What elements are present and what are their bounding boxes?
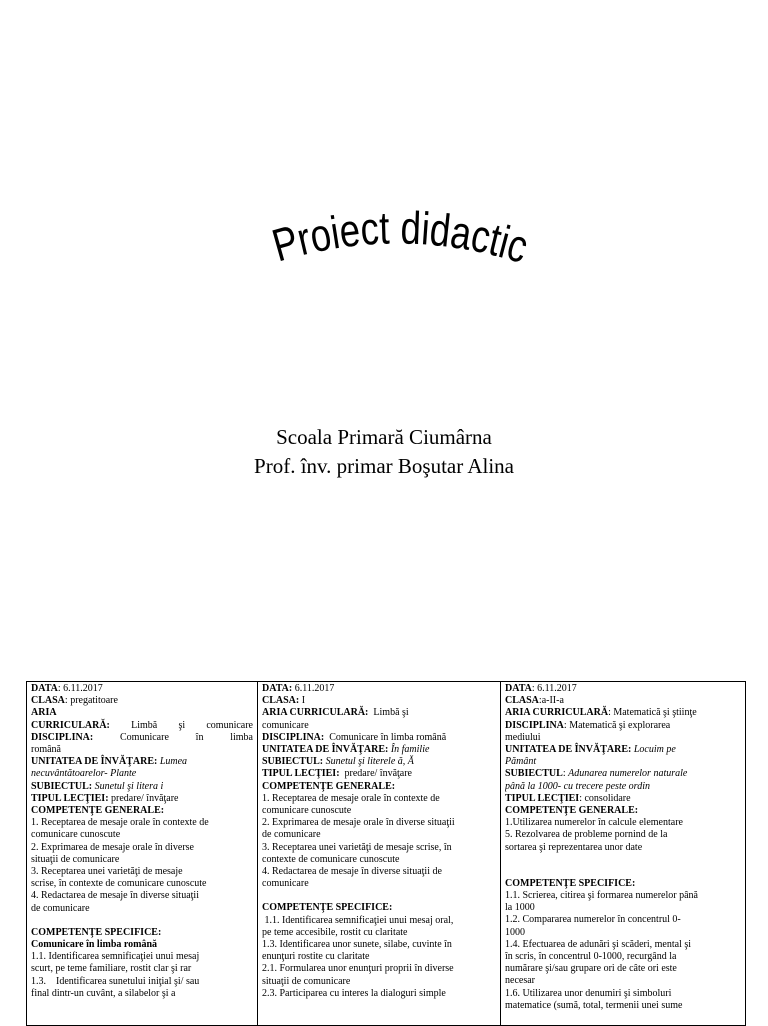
area-label: ARIA [31,707,57,719]
specific-competence-line: final dintr-un cuvânt, a silabelor şi a [31,987,176,999]
subject-value: Sunetul şi litera i [94,780,164,792]
unit-value: În familie [390,744,430,756]
class-label: CLASA [31,695,65,707]
area-value-cont: comunicare [262,719,309,731]
specific-competence-line: necesar [505,975,535,987]
lesson-type-value: predare/ învăţare [344,768,412,780]
date-label: DATA [505,683,532,694]
subject-value: Sunetul şi literele ă, Ă [325,756,414,768]
specific-competence-line: 1.3. Identificarea unor sunete, silabe, cuvinte în [262,939,452,951]
specific-competence-line: 1000 [505,926,525,938]
class-label: CLASA [505,695,539,707]
discipline-value: Comunicare în limba română [329,731,447,743]
class-value: pregatitoare [70,695,118,707]
discipline-value-cont: română [31,744,61,756]
specific-competence-line: 1.6. Utilizarea unor denumiri şi simboluri [505,987,672,999]
discipline-label: DISCIPLINA: [262,731,325,743]
specific-competence-line: 1.1. Identificarea semnificaţiei unui mesaj oral, [262,914,454,926]
unit-value-cont: Pământ [505,756,537,768]
specific-competences-heading: COMPETENŢE SPECIFICE: [505,877,636,889]
cover-title-graphic [0,200,768,310]
specific-competence-line: 2.3. Participarea cu interes la dialoguri simple [262,987,446,999]
general-competence-line: contexte de comunicare cunoscute [262,853,400,865]
area-label: ARIA CURRICULARĂ: [262,707,369,719]
lesson-plans-row [27,682,746,1026]
lesson-column-grade-1 [258,682,501,1026]
date-label: DATA: [262,683,293,694]
general-competence-line: comunicare [262,878,309,890]
general-competence-line: 1. Receptarea de mesaje orale în contexte de [31,817,209,829]
cover-title-area [0,200,768,310]
general-competence-line: comunicare cunoscute [31,829,121,841]
specific-competence-line: 1.1. Scrierea, citirea şi formarea numerelor până [505,890,698,902]
general-competence-line: 1. Receptarea de mesaje orale în contexte de [262,792,440,804]
discipline-value: Matematică şi explorarea [569,719,671,731]
general-competence-line: situaţii de comunicare [31,853,120,865]
unit-value: Locuim pe [633,744,676,756]
general-competence-line: 2. Exprimarea de mesaje orale în diverse situaţii [262,817,455,829]
lesson-column-preparatory: DATA: 6.11.2017 CLASA: pregatitoare ARIA CURRICULARĂ: Limbă şi comunicare DISCIPLINA: Comunicare în limba română UNITATEA DE ÎNVĂŢARE: Lumea necuvântătoarelor- Plante SUBIECTUL: Sunetul şi litera i TIPUL LECŢIEI: predare/ învăţare COMPETENŢE GENERALE: 1. Receptarea de mesaje orale în contexte de comunicare cunoscute 2. Exprimarea de mesaje orale în diverse situaţii de comunicare 3. Receptarea unei varietăţi de mesaje scrise, în contexte de comunicare cunoscute 4. Redactarea de mesaje în diverse situaţii de comunicare COMPETENŢE SPECIFICE: Comunicare în limba română 1.1. Identificarea semnificaţiei unui mesaj scurt, pe teme familiare, rostit clar şi rar 1.3. Identificarea sunetului iniţial şi/ sau final dintr-un cuvânt, a silabelor şi a [27,682,258,1026]
general-competence-line: scrise, în contexte de comunicare cunoscute [31,878,207,890]
unit-label: UNITATEA DE ÎNVĂŢARE: [505,744,632,756]
date-value: 6.11.2017 [294,683,335,694]
specific-competence-line: enunţuri rostite cu claritate [262,951,370,963]
specific-competence-line: 1.3. Identificarea sunetului iniţial şi/ sau [31,975,200,987]
cover-title: Proiect didactic [266,201,539,275]
specific-competence-line: la 1000 [505,902,535,914]
general-competence-line: comunicare cunoscute [262,805,352,817]
class-label: CLASA: [262,695,300,707]
subject-label: SUBIECTUL: [262,756,324,768]
specific-competence-line: situaţii de comunicare [262,975,351,987]
specific-competence-line: scurt, pe teme familiare, rostit clar şi rar [31,963,192,975]
discipline-value: Comunicare în limba [120,731,253,743]
unit-label: UNITATEA DE ÎNVĂŢARE: [31,756,158,768]
specific-competence-line: 1.1. Identificarea semnificaţiei unui mesaj [31,951,200,963]
general-competence-line: 1.Utilizarea numerelor în calcule elementare [505,817,683,829]
date-value: 6.11.2017 [537,683,577,694]
specific-competence-line: 2.1. Formularea unor enunţuri proprii în diverse [262,963,454,975]
lesson-type-label: TIPUL LECŢIEI: [262,768,340,780]
school-name: Scoala Primară Ciumârna [276,425,492,449]
general-competence-line: 4. Redactarea de mesaje în diverse situaţii de [262,866,442,878]
specific-competences-heading: COMPETENŢE SPECIFICE: [31,926,162,938]
date-label: DATA [31,683,58,694]
general-competence-line: 4. Redactarea de mesaje în diverse situaţii [31,890,199,902]
lesson-type-label: TIPUL LECŢIEI: [31,792,109,804]
specific-competences-subheading: Comunicare în limba română [31,939,158,951]
general-competence-line: sortarea şi reprezentarea unor date [505,841,643,853]
specific-competence-line: 1.4. Efectuarea de adunări şi scăderi, mental şi [505,938,692,950]
specific-competence-line: pe teme accesibile, rostit cu claritate [262,926,408,938]
lesson-type-value: consolidare [584,792,631,804]
teacher-name: Prof. înv. primar Boşutar Alina [254,454,514,478]
general-competences-heading: COMPETENŢE GENERALE: [262,780,396,792]
general-competences-heading: COMPETENŢE GENERALE: [505,805,639,817]
general-competence-line: 3. Receptarea unei varietăţi de mesaje [31,866,183,878]
general-competences-heading: COMPETENŢE GENERALE: [31,805,165,817]
area-value: Limbă şi comunicare [131,719,253,731]
general-competence-line: 2. Exprimarea de mesaje orale în diverse [31,841,194,853]
specific-competence-line: numărare şi/sau grupare ori de câte ori este [505,963,677,975]
area-value: Matematică şi ştiinţe [613,707,697,719]
lesson-type-value: predare/ învăţare [111,792,179,804]
general-competence-line: de comunicare [262,829,321,841]
area-label-cont: CURRICULARĂ: [31,719,110,731]
date-value: 6.11.2017 [63,683,103,694]
lesson-type-label: TIPUL LECŢIEI [505,792,580,804]
unit-value-cont: necuvântătoarelor- Plante [31,768,137,780]
general-competence-line: 5. Rezolvarea de probleme pornind de la [505,829,668,841]
discipline-value-cont: mediului [505,731,541,743]
discipline-label: DISCIPLINA [505,719,564,731]
specific-competence-line: matematice (sumă, total, termenii unei sume [505,999,683,1011]
general-competence-line: de comunicare [31,902,90,914]
specific-competence-line: în scris, în concentrul 0-1000, recurgând la [505,951,677,963]
general-competence-line: 3. Receptarea unei varietăţi de mesaje scrise, în [262,841,452,853]
discipline-label: DISCIPLINA: [31,731,94,743]
lesson-column-grade-2: DATA: 6.11.2017 CLASA:a-II-a ARIA CURRICULARĂ: Matematică şi ştiinţe DISCIPLINA: Matematică şi explorarea mediului UNITATEA DE ÎNVĂŢARE: Locuim pe Pământ SUBIECTUL: Adunarea numerelor naturale până la 1000- cu trecere peste ordin TIPUL LECŢIEI: consolidare COMPETENŢE GENERALE: 1.Utilizarea numerelor în calcule elementare 5. Rezolvarea de probleme pornind de la sortarea şi reprezentarea unor date COMPETENŢE SPECIFICE: 1.1. Scrierea, citirea şi formarea numerelor până la 1000 1.2. Compararea numerelor în concentrul 0- 1000 1.4. Efectuarea de adunări şi scăderi, mental şi în scris, în concentrul 0-1000, recurgând la numărare şi/sau grupare ori de câte ori este necesar 1.6. Utilizarea unor denumiri şi simboluri matematice (sumă, total, termenii unei sume [501,682,746,1026]
subject-label: SUBIECTUL [505,768,563,780]
unit-value: Lumea [159,756,188,768]
specific-competences-heading: COMPETENŢE SPECIFICE: [262,902,393,914]
class-value: I [301,695,306,707]
subject-label: SUBIECTUL: [31,780,93,792]
area-label: ARIA CURRICULARĂ [505,707,609,719]
subject-value-cont: până la 1000- cu trecere peste ordin [505,780,650,792]
cover-authors [0,423,768,481]
class-value: a-II-a [541,695,564,707]
lesson-plans-table [26,681,746,1026]
area-value: Limbă şi [373,707,409,719]
unit-label: UNITATEA DE ÎNVĂŢARE: [262,744,389,756]
subject-value: Adunarea numerelor naturale [568,768,688,780]
specific-competence-line: 1.2. Compararea numerelor în concentrul 0- [505,914,681,926]
